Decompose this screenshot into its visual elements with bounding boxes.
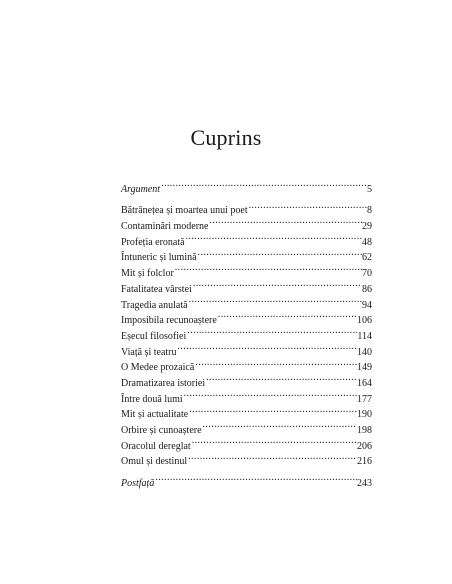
dot-leader	[191, 433, 357, 449]
toc-entry-title: Viață și teatru	[121, 346, 177, 358]
toc-entry-title: Orbire și cunoaștere	[121, 425, 202, 436]
toc-entry-title: Mit și actualitate	[121, 409, 189, 421]
toc-entry-title: O Medee prozaică	[121, 362, 195, 374]
table-of-contents	[121, 176, 372, 490]
dot-leader	[188, 292, 362, 308]
toc-entry-title: Omul și destinul	[121, 456, 188, 468]
dot-leader	[177, 339, 358, 355]
toc-entry-page: 106	[357, 315, 372, 327]
toc-entry-page: 198	[357, 425, 372, 436]
toc-entry-title: Mit și folclor	[121, 268, 174, 280]
toc-entry-title: Tragedia anulată	[121, 299, 188, 311]
toc-entry-title: Eșecul filosofiei	[121, 330, 187, 342]
dot-leader	[185, 229, 362, 245]
toc-entry-page: 177	[357, 393, 372, 405]
toc-entry-page: 206	[357, 440, 372, 452]
dot-leader	[187, 449, 357, 465]
toc-entry-page: 86	[362, 283, 372, 295]
dot-leader	[174, 260, 362, 276]
toc-entry-title: Postfață	[121, 478, 155, 490]
dot-leader	[192, 276, 362, 292]
page-title: Cuprins	[190, 125, 262, 150]
dot-leader	[197, 245, 362, 261]
toc-entry-page: 62	[362, 252, 372, 264]
dot-leader	[188, 402, 357, 418]
dot-leader	[160, 176, 367, 192]
toc-entry-page: 8	[367, 205, 372, 217]
toc-entry-page: 164	[357, 377, 372, 389]
toc-entry-page: 149	[357, 362, 372, 374]
dot-leader	[154, 470, 357, 486]
toc-entry-page: 140	[357, 346, 372, 358]
toc-entry-page: 70	[362, 268, 372, 280]
dot-leader	[202, 417, 357, 433]
toc-entry-title: Imposibila recunoaștere	[121, 315, 217, 327]
dot-leader	[208, 213, 362, 229]
toc-entry-title: Fatalitatea vârstei	[121, 283, 192, 295]
dot-leader	[183, 386, 357, 402]
toc-entry	[121, 176, 372, 195]
toc-entry-title: Argument	[121, 183, 161, 195]
toc-entry-page: 48	[362, 236, 372, 248]
dot-leader	[248, 198, 367, 214]
toc-entry-title: Dramatizarea istoriei	[121, 377, 206, 389]
toc-entry	[121, 470, 372, 490]
toc-entry-page: 190	[357, 409, 372, 421]
dot-leader	[205, 370, 357, 386]
toc-entry-title: Oracolul dereglat	[121, 440, 191, 452]
dot-leader	[194, 355, 357, 371]
toc-entry	[121, 198, 372, 217]
dot-leader	[217, 308, 357, 324]
toc-entry-page: 5	[367, 183, 372, 195]
toc-entry-page: 216	[357, 456, 372, 468]
toc-entry-title: Profeția eronată	[121, 236, 185, 248]
toc-entry-page: 29	[362, 221, 372, 233]
toc-entry-page: 94	[362, 299, 372, 311]
toc-entry-title: Între două lumi	[121, 393, 183, 405]
toc-entry-title: Bătrânețea și moartea unui poet	[121, 205, 248, 217]
toc-entry-page: 243	[357, 478, 372, 490]
dot-leader	[186, 323, 357, 339]
toc-entry-page: 114	[357, 330, 372, 342]
toc-entry-title: Întuneric și lumină	[121, 252, 197, 264]
toc-entry-title: Contaminări moderne	[121, 221, 209, 233]
